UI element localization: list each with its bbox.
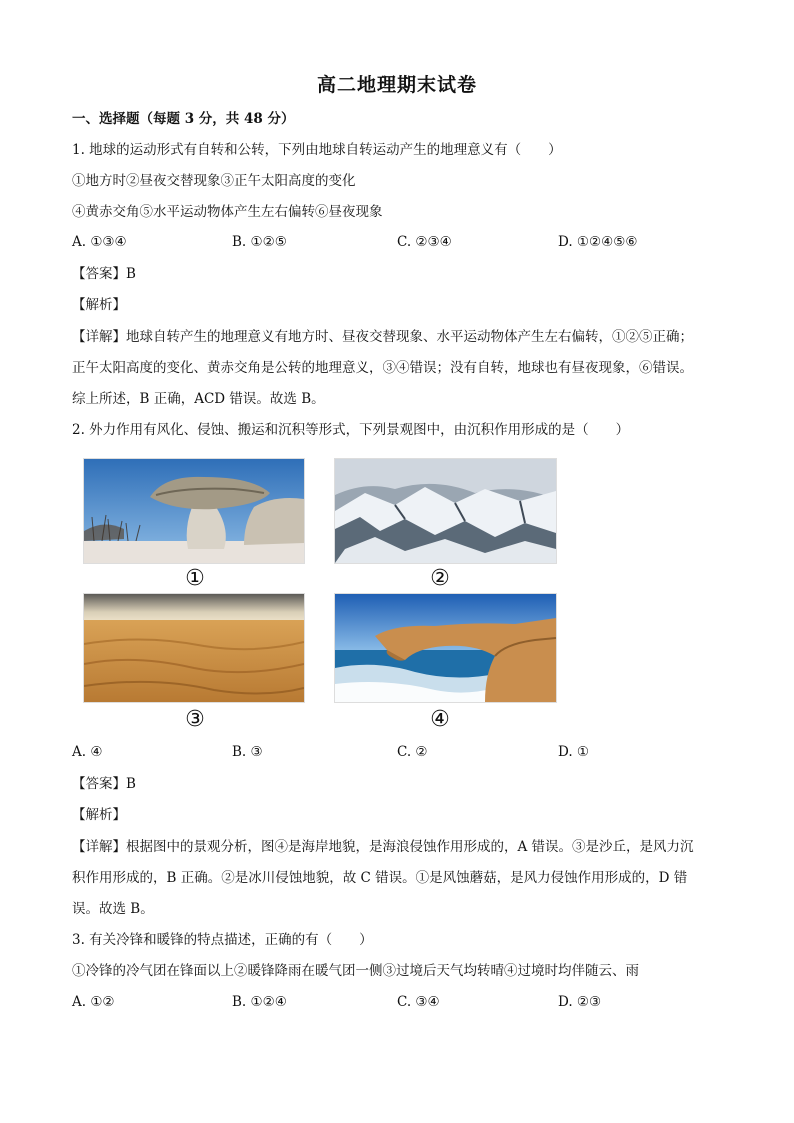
option-b: B. ①②④: [232, 994, 287, 1010]
question-1-stem: 1. 地球的运动形式有自转和公转，下列由地球自转运动产生的地理意义有（ ）: [72, 142, 562, 158]
question-1-statement-2: ④黄赤交角⑤水平运动物体产生左右偏转⑥昼夜现象: [72, 204, 383, 220]
question-1-detail-2: 正午太阳高度的变化、黄赤交角是公转的地理意义，③④错误；没有自转，地球也有昼夜现象，⑥错误。: [72, 360, 693, 376]
landscape-photo-sea-arch: [334, 593, 557, 703]
option-c: C. ②③④: [397, 234, 452, 250]
option-c: C. ②: [397, 744, 428, 760]
question-1-detail-1: 【详解】地球自转产生的地理意义有地方时、昼夜交替现象、水平运动物体产生左右偏转，①②⑤正确；: [72, 329, 693, 345]
question-2-stem: 2. 外力作用有风化、侵蚀、搬运和沉积等形式，下列景观图中，由沉积作用形成的是（ ）: [72, 422, 630, 438]
question-1-statement-1: ①地方时②昼夜交替现象③正午太阳高度的变化: [72, 173, 356, 189]
option-a: A. ①③④: [72, 234, 127, 250]
question-2-detail-3: 误。故选 B。: [72, 901, 154, 917]
question-1-options: [72, 234, 732, 252]
question-2-answer: 【答案】B: [72, 776, 136, 792]
question-1-answer: 【答案】B: [72, 266, 136, 282]
option-d: D. ②③: [558, 994, 602, 1010]
landscape-photo-sand-dunes: [83, 593, 305, 703]
question-2-detail-1: 【详解】根据图中的景观分析，图④是海岸地貌，是海浪侵蚀作用形成的，A 错误。③是沙丘，是风力沉: [72, 839, 694, 855]
option-c: C. ③④: [397, 994, 440, 1010]
photo-caption-4: ④: [430, 707, 450, 732]
option-d: D. ①②④⑤⑥: [558, 234, 638, 250]
question-2-options: [72, 744, 732, 762]
option-a: A. ①②: [72, 994, 115, 1010]
question-2-detail-2: 积作用形成的，B 正确。②是冰川侵蚀地貌，故 C 错误。①是风蚀蘑菇，是风力侵蚀作用形成的，D 错: [72, 870, 688, 886]
question-1-detail-3: 综上所述，B 正确，ACD 错误。故选 B。: [72, 391, 325, 407]
option-a: A. ④: [72, 744, 103, 760]
question-3-stem: 3. 有关冷锋和暖锋的特点描述，正确的有（ ）: [72, 932, 373, 948]
question-3-statement-1: ①冷锋的冷气团在锋面以上②暖锋降雨在暖气团一侧③过境后天气均转晴④过境时均伴随云、雨: [72, 963, 639, 979]
option-b: B. ③: [232, 744, 263, 760]
question-2-analysis-label: 【解析】: [72, 807, 126, 823]
page-title: 高二地理期末试卷: [316, 74, 477, 96]
photo-caption-2: ②: [430, 566, 450, 591]
photo-caption-1: ①: [185, 566, 205, 591]
section-heading: 一、选择题（每题 3 分，共 48 分）: [72, 111, 295, 127]
option-d: D. ①: [558, 744, 590, 760]
photo-caption-3: ③: [185, 707, 205, 732]
option-b: B. ①②⑤: [232, 234, 287, 250]
landscape-photo-mushroom-rock: [83, 458, 305, 564]
question-3-options: [72, 994, 732, 1012]
question-1-analysis-label: 【解析】: [72, 297, 126, 313]
landscape-photo-glacier: [334, 458, 557, 564]
